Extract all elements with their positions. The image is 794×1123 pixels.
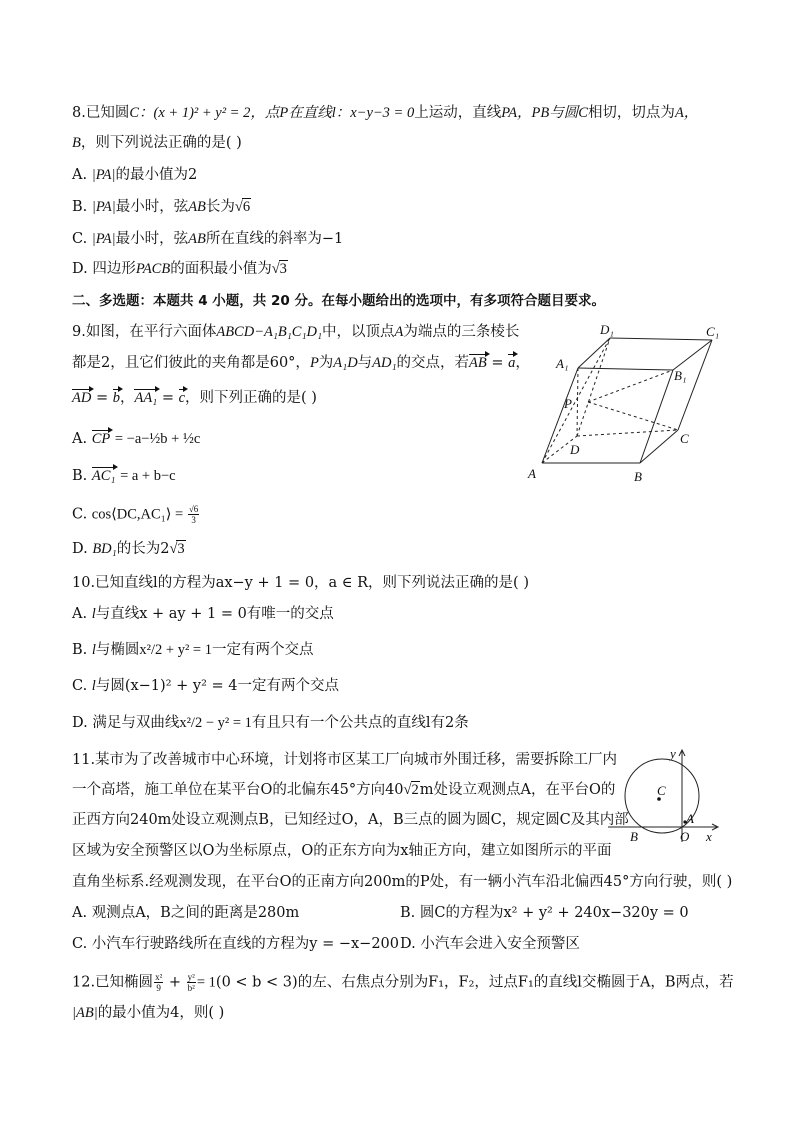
section-title-multiple-choice: 二、多选题：本题共 4 小题，共 20 分。在每小题给出的选项中，有多项符合题目要求。 <box>72 293 605 309</box>
q9-option-d: D. BD₁的长为2√3 <box>72 541 185 557</box>
label-D1: D₁ <box>600 322 614 337</box>
q8-math-circle: C：(x + 1)² + y² = 2，点P在直线l：x−y−3 = 0 <box>129 105 415 121</box>
hidden-edge-D-D1 <box>577 338 610 436</box>
segment-P-B1 <box>588 370 673 402</box>
q12-stem-line1: 12.已知椭圆 $\frac{\text{x²}}{9}$ + $\frac{\text{y²}}{\text{b²}}$ = 1(0 < b < 3)的左、右焦点分别为F₁，F₂，过点F₁的直线l交椭圆于A，B两点，若 <box>72 972 734 993</box>
label-C: C <box>680 431 689 446</box>
q8-option-d: D. 四边形PACB的面积最小值为√3 <box>72 261 287 277</box>
q11-stem-line5: 直角坐标系.经观测发现，在平台O的正南方向200m的P处，有一辆小汽车沿北偏西45°方向行驶，则( ) <box>72 874 733 890</box>
q8-option-c: C. |PA|最小时，弦AB所在直线的斜率为−1 <box>72 231 344 247</box>
hidden-edge-D-C <box>577 430 678 436</box>
label-B: B <box>630 829 638 844</box>
q11-stem-line1: 11.某市为了改善城市中心环境，计划将市区某工厂向城市外围迁移，需要拆除工厂内 <box>72 752 618 768</box>
label-B1: B₁ <box>674 368 687 383</box>
q11-stem-line4: 区域为安全预警区以O为坐标原点，O的正东方向为x轴正方向，建立如图所示的平面 <box>72 843 612 859</box>
q10-option-b: B. l与椭圆x²/2 + y² = 1一定有两个交点 <box>72 642 314 658</box>
q12-stem-line2: |AB|的最小值为4，则( ) <box>72 1005 225 1021</box>
q8-stem-line1: 8.已知圆C：(x + 1)² + y² = 2，点P在直线l：x−y−3 = 0上运动，直线PA，PB与圆C相切，切点为A， <box>72 105 699 121</box>
q9-option-c: C. cos⟨DC,AC₁⟩ = $\frac{√6}{3}$ <box>72 504 199 525</box>
q8-option-a: A. |PA|的最小值为2 <box>72 167 198 183</box>
edge-D1-C1 <box>610 338 712 340</box>
q10-stem: 10.已知直线l的方程为ax−y + 1 = 0，a ∈ R，则下列说法正确的是( ) <box>72 575 529 591</box>
q11-option-c: C. 小汽车行驶路线所在直线的方程为y = −x−200 <box>72 936 400 952</box>
q10-option-d: D. 满足与双曲线x²/2 − y² = 1有且只有一个公共点的直线l有2条 <box>72 715 469 731</box>
label-A: A <box>686 811 694 826</box>
q11-stem-line2: 一个高塔，施工单位在某平台O的北偏东45°方向40√2m处设立观测点A，在平台O的 <box>72 782 616 798</box>
q8-stem-line2: B，则下列说法正确的是( ) <box>72 135 242 151</box>
q11-option-d: D. 小汽车会进入安全预警区 <box>400 936 580 952</box>
q11-circle-figure <box>600 742 730 847</box>
q9-stem-line1: 9.如图，在平行六面体ABCD−A₁B₁C₁D₁中，以顶点A为端点的三条棱长 <box>72 324 520 340</box>
segment-P-C <box>588 402 678 430</box>
label-x: x <box>706 829 712 844</box>
q11-option-b: B. 圆C的方程为x² + y² + 240x−320y = 0 <box>400 905 689 921</box>
q9-option-b: B. AC₁ = a + b−c <box>72 468 176 484</box>
q9-stem-line3: AD = b，AA₁ = c，则下列正确的是( ) <box>72 390 317 406</box>
label-O: O <box>680 829 690 844</box>
q11-option-a: A. 观测点A，B之间的距离是280m <box>72 905 300 921</box>
q11-stem-line3: 正西方向240m处设立观测点B，已知经过O，A，B三点的圆为圆C，规定圆C及其内部 <box>72 812 629 828</box>
q10-option-c: C. l与圆(x−1)² + y² = 4一定有两个交点 <box>72 678 339 694</box>
q10-option-a: A. l与直线x + ay + 1 = 0有唯一的交点 <box>72 606 334 622</box>
q9-stem-line2: 都是2，且它们彼此的夹角都是60°，P为A₁D与AD₁的交点，若AB = a， <box>72 355 530 371</box>
label-B: B <box>634 469 642 484</box>
label-A1: A₁ <box>556 356 569 371</box>
label-C: C <box>657 783 666 798</box>
label-P: P <box>564 396 572 411</box>
q8-option-b: B. |PA|最小时，弦AB长为√6 <box>72 199 251 215</box>
diagonal-A1-D <box>577 368 578 436</box>
edge-A1-B1 <box>578 368 673 370</box>
q9-parallelepiped-figure <box>520 318 730 488</box>
label-y: y <box>670 746 676 761</box>
label-D: D <box>570 442 580 457</box>
label-C1: C₁ <box>706 324 720 339</box>
q9-option-a: A. CP = −a−½b + ½c <box>72 431 201 447</box>
label-A: A <box>528 466 536 481</box>
edge-A1-D1 <box>578 338 610 368</box>
